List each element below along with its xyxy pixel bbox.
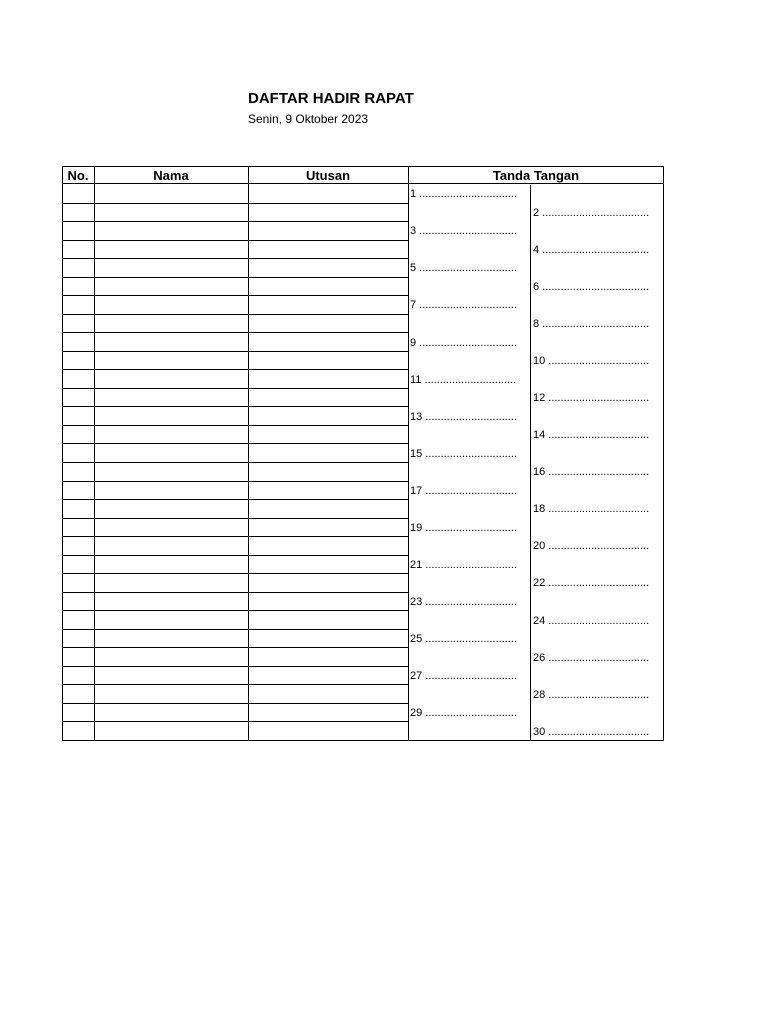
signature-line: 11 .............................. (410, 373, 517, 386)
table-column-border (248, 166, 249, 741)
col-header-nama: Nama (94, 166, 248, 184)
table-column-border (663, 166, 664, 741)
attendance-table (62, 166, 664, 741)
table-row-border (62, 721, 408, 722)
table-row-border (62, 351, 408, 352)
signature-line: 29 .............................. (410, 707, 517, 720)
signature-line: 22 ................................. (533, 577, 650, 590)
table-row-border (62, 240, 408, 241)
table-row-border (62, 629, 408, 630)
col-header-no: No. (62, 166, 94, 184)
signature-line: 21 .............................. (410, 558, 517, 571)
signature-line: 26 ................................. (533, 651, 650, 664)
signature-line: 9 ................................ (410, 336, 517, 349)
signature-line: 7 ................................ (410, 299, 517, 312)
signature-divider (530, 185, 531, 741)
table-row-border (62, 369, 408, 370)
table-row-border (62, 555, 408, 556)
signature-line: 18 ................................. (533, 503, 650, 516)
table-row-border (62, 610, 408, 611)
table-row-border (62, 203, 408, 204)
table-row-border (62, 536, 408, 537)
signature-line: 8 ................................... (533, 318, 650, 330)
col-header-utusan: Utusan (248, 166, 408, 184)
table-row-border (62, 684, 408, 685)
table-row-border (62, 462, 408, 463)
table-row-border (62, 481, 408, 482)
signature-line: 23 .............................. (410, 596, 517, 608)
signature-line: 15 .............................. (410, 447, 517, 460)
document-title: DAFTAR HADIR RAPAT (248, 90, 414, 107)
table-column-border (94, 166, 95, 741)
signature-line: 16 ................................. (533, 466, 650, 479)
table-row-border (62, 425, 408, 426)
table-column-border (62, 166, 63, 741)
signature-line: 14 ................................. (533, 429, 650, 442)
table-row-border (62, 518, 408, 519)
signature-line: 4 ................................... (533, 243, 650, 256)
signature-line: 20 ................................. (533, 540, 650, 553)
table-row-border (62, 258, 408, 259)
table-row-border (62, 740, 664, 741)
col-header-tanda-tangan: Tanda Tangan (408, 166, 664, 184)
table-row-border (62, 314, 408, 315)
signature-line: 10 ................................. (533, 355, 650, 368)
signature-line: 19 .............................. (410, 521, 517, 534)
table-column-border (408, 166, 409, 741)
table-row-border (62, 592, 408, 593)
signature-line: 6 ................................... (533, 280, 650, 293)
table-row-border (62, 666, 408, 667)
signature-line: 25 .............................. (410, 633, 517, 646)
table-row-border (62, 703, 408, 704)
table-row-border (62, 332, 408, 333)
signature-line: 5 ................................ (410, 262, 517, 275)
table-row-border (62, 443, 408, 444)
signature-line: 13 .............................. (410, 410, 517, 423)
signature-line: 24 ................................. (533, 614, 650, 627)
table-row-border (62, 406, 408, 407)
signature-line: 1 ................................ (410, 188, 517, 201)
table-row-border (62, 221, 408, 222)
table-row-border (62, 573, 408, 574)
signature-line: 27 .............................. (410, 670, 517, 683)
signature-line: 3 ................................ (410, 225, 517, 238)
signature-line: 30 ................................. (533, 725, 650, 738)
table-row-border (62, 499, 408, 500)
signature-line: 2 ................................... (533, 206, 650, 219)
signature-line: 12 ................................. (533, 392, 650, 405)
table-row-border (62, 647, 408, 648)
signature-line: 28 ................................. (533, 688, 650, 701)
table-row-border (62, 295, 408, 296)
table-row-border (62, 277, 408, 278)
meeting-date: Senin, 9 Oktober 2023 (248, 112, 369, 126)
signature-line: 17 .............................. (410, 484, 517, 497)
table-row-border (62, 388, 408, 389)
